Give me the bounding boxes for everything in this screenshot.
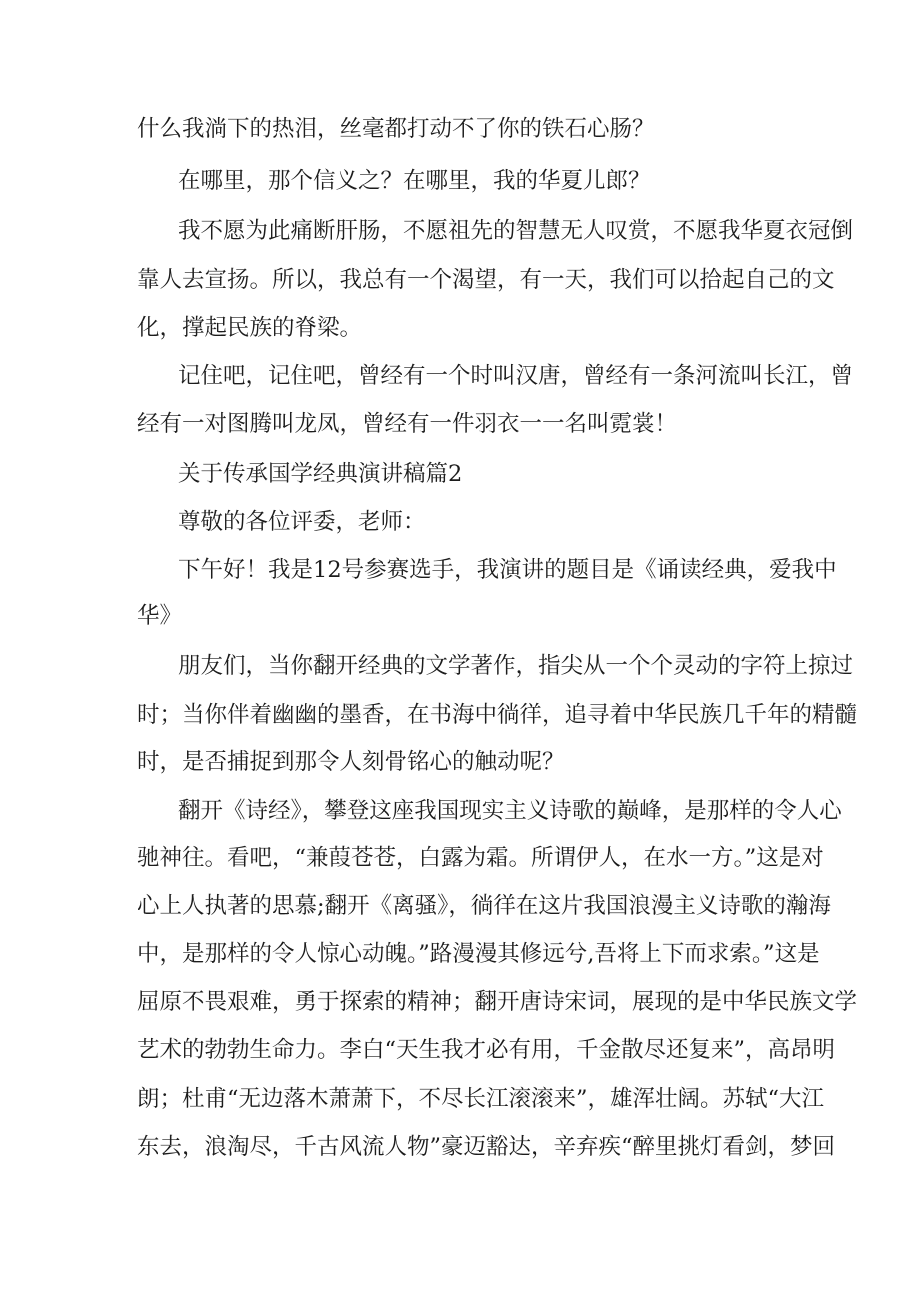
text-line-3: 我不愿为此痛断肝肠，不愿祖先的智慧无人叹赏，不愿我华夏衣冠倒 <box>178 218 854 244</box>
text-line-9: 尊敬的各位评委，老师： <box>178 509 426 535</box>
text-line-5: 化，撑起民族的脊梁。 <box>137 315 363 341</box>
text-line-16: 驰神往。看吧，“兼葭苍苍，白露为霜。所谓伊人，在水一方。”这是对 <box>137 845 824 871</box>
text-line-17: 心上人执著的思慕;翻开《离骚》，徜徉在这片我国浪漫主义诗歌的瀚海 <box>137 893 831 919</box>
text-line-21: 朗；杜甫“无边落木萧萧下，不尽长江滚滚来”，雄浑壮阔。苏轼“大江 <box>137 1086 825 1112</box>
text-line-6: 记住吧，记住吧，曾经有一个时叫汉唐，曾经有一条河流叫长江，曾 <box>178 363 854 389</box>
text-line-1: 什么我淌下的热泪，丝毫都打动不了你的铁石心肠？ <box>137 116 655 142</box>
text-line-4: 靠人去宣扬。所以，我总有一个渴望，有一天，我们可以拾起自己的文 <box>137 267 835 293</box>
text-line-7: 经有一对图腾叫龙凤，曾经有一件羽衣一一名叫霓裳！ <box>137 411 678 437</box>
text-line-13: 时；当你伴着幽幽的墨香，在书海中徜徉，追寻着中华民族几千年的精髓 <box>137 702 858 728</box>
text-line-15: 翻开《诗经》，攀登这座我国现实主义诗歌的巅峰，是那样的令人心 <box>178 798 842 824</box>
text-line-2: 在哪里，那个信义之？在哪里，我的华夏儿郎？ <box>178 168 651 194</box>
text-line-11: 华》 <box>137 603 183 629</box>
text-line-12: 朋友们，当你翻开经典的文学著作，指尖从一个个灵动的字符上掠过 <box>178 653 854 679</box>
text-line-18: 中，是那样的令人惊心动魄。”路漫漫其修远兮,吾将上下而求索。”这是 <box>137 941 820 967</box>
text-line-19: 屈原不畏艰难，勇于探索的精神；翻开唐诗宋词，展现的是中华民族文学 <box>137 989 858 1015</box>
text-line-22: 东去，浪淘尽，千古风流人物”豪迈豁达，辛弃疾“醉里挑灯看剑，梦回 <box>137 1134 836 1160</box>
text-line-10: 下午好！我是12号参赛选手，我演讲的题目是《诵读经典，爱我中 <box>178 557 837 583</box>
section-heading: 关于传承国学经典演讲稿篇2 <box>178 461 463 487</box>
text-line-14: 时，是否捕捉到那令人刻骨铭心的触动呢？ <box>137 749 565 775</box>
text-line-20: 艺术的勃勃生命力。李白“天生我才必有用，千金散尽还复来”，高昂明 <box>137 1037 836 1063</box>
